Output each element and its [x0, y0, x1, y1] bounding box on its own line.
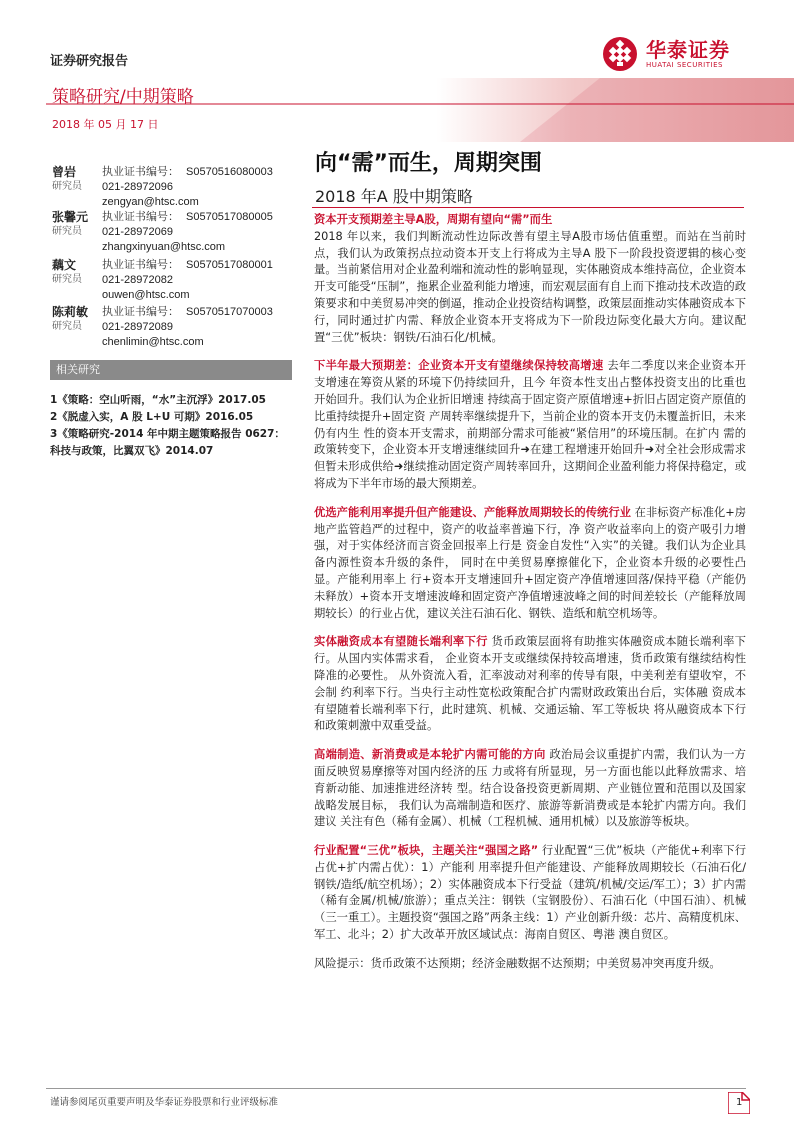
section-heading: 高端制造、新消费或是本轮扩内需可能的方向 — [314, 748, 546, 762]
analyst-role: 研究员 — [52, 274, 82, 285]
analyst-phone: 021-28972096 — [102, 181, 173, 193]
page-number: 1 — [736, 1097, 743, 1108]
analyst-card — [52, 165, 292, 209]
analyst-email[interactable]: zengyan@htsc.com — [102, 196, 199, 208]
analyst-phone: 021-28972082 — [102, 274, 173, 286]
footer-disclaimer: 谨请参阅尾页重要声明及华泰证券股票和行业评级标准 — [50, 1097, 279, 1108]
analyst-phone: 021-28972069 — [102, 226, 173, 238]
report-body — [314, 212, 746, 985]
analyst-role: 研究员 — [52, 226, 82, 237]
cert-label: 执业证书编号： — [102, 305, 179, 318]
section-paragraph — [314, 212, 746, 346]
section-text: 在非标资产标准化+房地产监管趋严的过程中，资产的收益率普遍下行，净 资产收益率向上的资产吸引力增强，对于实体经济而言资金回报率上行是 资金自发性“入实”的关键。我们认为企业具备内源性资本升级的条件， 同时在中美贸易摩擦催化下，企业资本升级的必要性凸显。产能利用率上 行+资本开支增速回升+固定资产净值增速回落/保持平稳（产能仍未释放）+资本开支增速波峰和固定资产净值增速波峰之间的时间差较长（产能释放周期较长）的行业占优，建议关注石油石化、钢铁、造纸和航空机场等。 — [314, 505, 747, 620]
section-paragraph — [314, 505, 746, 623]
section-heading: 行业配置“三优”板块，主题关注“强国之路” — [314, 844, 539, 858]
analyst-name: 张馨元 — [52, 210, 89, 224]
cert-label: 执业证书编号： — [102, 210, 179, 223]
report-category: 策略研究/中期策略 — [52, 87, 194, 107]
section-heading: 资本开支预期差主导A股，周期有望向“需”而生 — [314, 213, 553, 226]
section-paragraph — [314, 634, 746, 735]
section-paragraph — [314, 843, 746, 944]
cert-number: S0570517080001 — [186, 259, 273, 271]
analyst-card — [52, 210, 292, 254]
cert-label: 执业证书编号： — [102, 258, 179, 271]
report-type: 证券研究报告 — [50, 54, 129, 69]
section-text: 2018 年以来，我们判断流动性边际改善有望主导A股市场估值重塑。而站在当前时点，我们认为政策拐点拉动资本开支上行将成为主导A 股下一阶段投资逻辑的核心变量。当前紧信用对企业盈利端和流动性的影响显现，实体融资成本维持高位，企业资本开支可能受“压制”，拖累企业盈利能力增速，而宏观层面有自上而下推动技术改造的政策要求和中美贸易冲突的倒逼，推动企业投资结构调整，政策层面推动实体融资成本下行，同时通过扩内需、释放企业资本开支将成为下一阶段边际变化最大方向。建议配置“三优”板块：钢铁/石油石化/机械。 — [314, 229, 746, 344]
report-subtitle: 2018 年A 股中期策略 — [315, 187, 473, 206]
related-research-item[interactable]: 3《策略研究-2014 年中期主题策略报告 0627：科技与政策，比翼双飞》2014.07 — [50, 428, 285, 457]
analyst-email[interactable]: chenlimin@htsc.com — [102, 336, 204, 348]
cert-number: S0570516080003 — [186, 166, 273, 178]
title-divider — [312, 207, 744, 208]
analyst-name: 陈莉敏 — [52, 305, 89, 319]
report-title: 向“需”而生，周期突围 — [315, 151, 542, 176]
cert-number: S0570517080005 — [186, 211, 273, 223]
analyst-name: 曾岩 — [52, 165, 77, 179]
huatai-logo — [602, 34, 752, 74]
analyst-role: 研究员 — [52, 181, 82, 192]
analyst-email[interactable]: ouwen@htsc.com — [102, 289, 190, 301]
section-paragraph — [314, 747, 746, 831]
page-number-badge — [728, 1092, 750, 1114]
section-heading: 实体融资成本有望随长端利率下行 — [314, 635, 488, 649]
analyst-phone: 021-28972089 — [102, 321, 173, 333]
section-paragraph — [314, 358, 746, 492]
logo-text-en: HUATAI SECURITIES — [646, 61, 723, 69]
section-text: 货币政策层面将有助推实体融资成本随长端利率下行。从国内实体需求看， 企业资本开支或继续保持较高增速，货币政策有继续结构性降准的必要性。 从外资流入看，汇率波动对利率的传导有限，中美利差有望收窄，不会制 约利率下行。当央行主动性宽松政策配合扩内需财政政策出台后，实体融 资成本有望随着长端利率下行，此时建筑、机械、交通运输、军工等板块 将从融资成本下行和政策刺激中双重受益。 — [314, 635, 746, 733]
section-text: 政治局会议重提扩内需，我们认为一方面反映贸易摩擦等对国内经济的压 力或将有所显现，另一方面也能以此释放需求、培育新动能、加速推进经济转 型。结合设备投资更新周期、产业链位置和范围以及国家战略发展目标， 我们认为高端制造和医疗、旅游等新消费或是本轮扩内需方向。我们建议 关注有色（稀有金属）、机械（工程机械、通用机械）以及旅游等板块。 — [314, 748, 746, 829]
section-text: 行业配置“三优”板块（产能优+利率下行占优+扩内需占优）：1）产能利 用率提升但产能建设、产能释放周期较长（石油石化/钢铁/造纸/航空机场）；2）实体融资成本下行受益（建筑/机械/交运/军工）；3）扩内需（稀有金属/机械/旅游）；重点关注：钢铁（宝钢股份）、石油石化（中国石油）、机械（三一重工）。主题投资“强国之路”两条主线：1）产业创新升级：芯片、高精度机床、军工、北斗；2）扩大改革开放区域试点：海南自贸区、粤港 澳自贸区。 — [314, 844, 746, 942]
footer-divider — [46, 1088, 746, 1089]
report-date: 2018 年 05 月 17 日 — [52, 118, 159, 131]
analyst-name: 藕文 — [52, 258, 77, 272]
section-text: 去年二季度以来企业资本开支增速在筹资从紧的环境下仍持续回升，且今 年资本性支出占整体投资支出的比重也开始回升。我们认为企业折旧增速 持续高于固定资产原值增速+折旧占固定资产原值的比重持续提升+固定资 产周转率继续提升下，当前企业的资本开支仍未覆盖折旧，未来仍有内生 性的资本开支需求，前期部分需求可能被“紧信用”的环境压制。在扩内 需的政策转变下，企业资本开支增速继续回升➜在建工程增速开始回升➜对全社会形成需求但暂未形成供给➜继续推动固定资产周转率回升，这期间企业盈利能力将保持稳定，或将成为下半年市场的最大预期差。 — [314, 359, 746, 490]
cert-label: 执业证书编号： — [102, 165, 179, 178]
section-heading: 优选产能利用率提升但产能建设、产能释放周期较长的传统行业 — [314, 505, 632, 519]
section-heading: 下半年最大预期差：企业资本开支有望继续保持较高增速 — [314, 359, 604, 373]
related-research-item[interactable]: 1《策略：空山听雨，“水”主沉浮》2017.05 — [50, 394, 266, 406]
cert-number: S0570517070003 — [186, 306, 273, 318]
analyst-card — [52, 258, 292, 302]
analyst-email[interactable]: zhangxinyuan@htsc.com — [102, 241, 226, 253]
section-text: 风险提示：货币政策不达预期；经济金融数据不达预期；中美贸易冲突再度升级。 — [314, 956, 721, 970]
risk-warning — [314, 956, 746, 973]
analyst-card — [52, 305, 292, 349]
related-research-heading: 相关研究 — [50, 360, 292, 380]
related-research-list — [50, 392, 292, 460]
logo-mark-icon — [602, 36, 638, 72]
logo-text-cn: 华泰证券 — [646, 38, 730, 62]
related-research-item[interactable]: 2《脱虚入实，A 股 L+U 可期》2016.05 — [50, 411, 254, 423]
analyst-role: 研究员 — [52, 321, 82, 332]
